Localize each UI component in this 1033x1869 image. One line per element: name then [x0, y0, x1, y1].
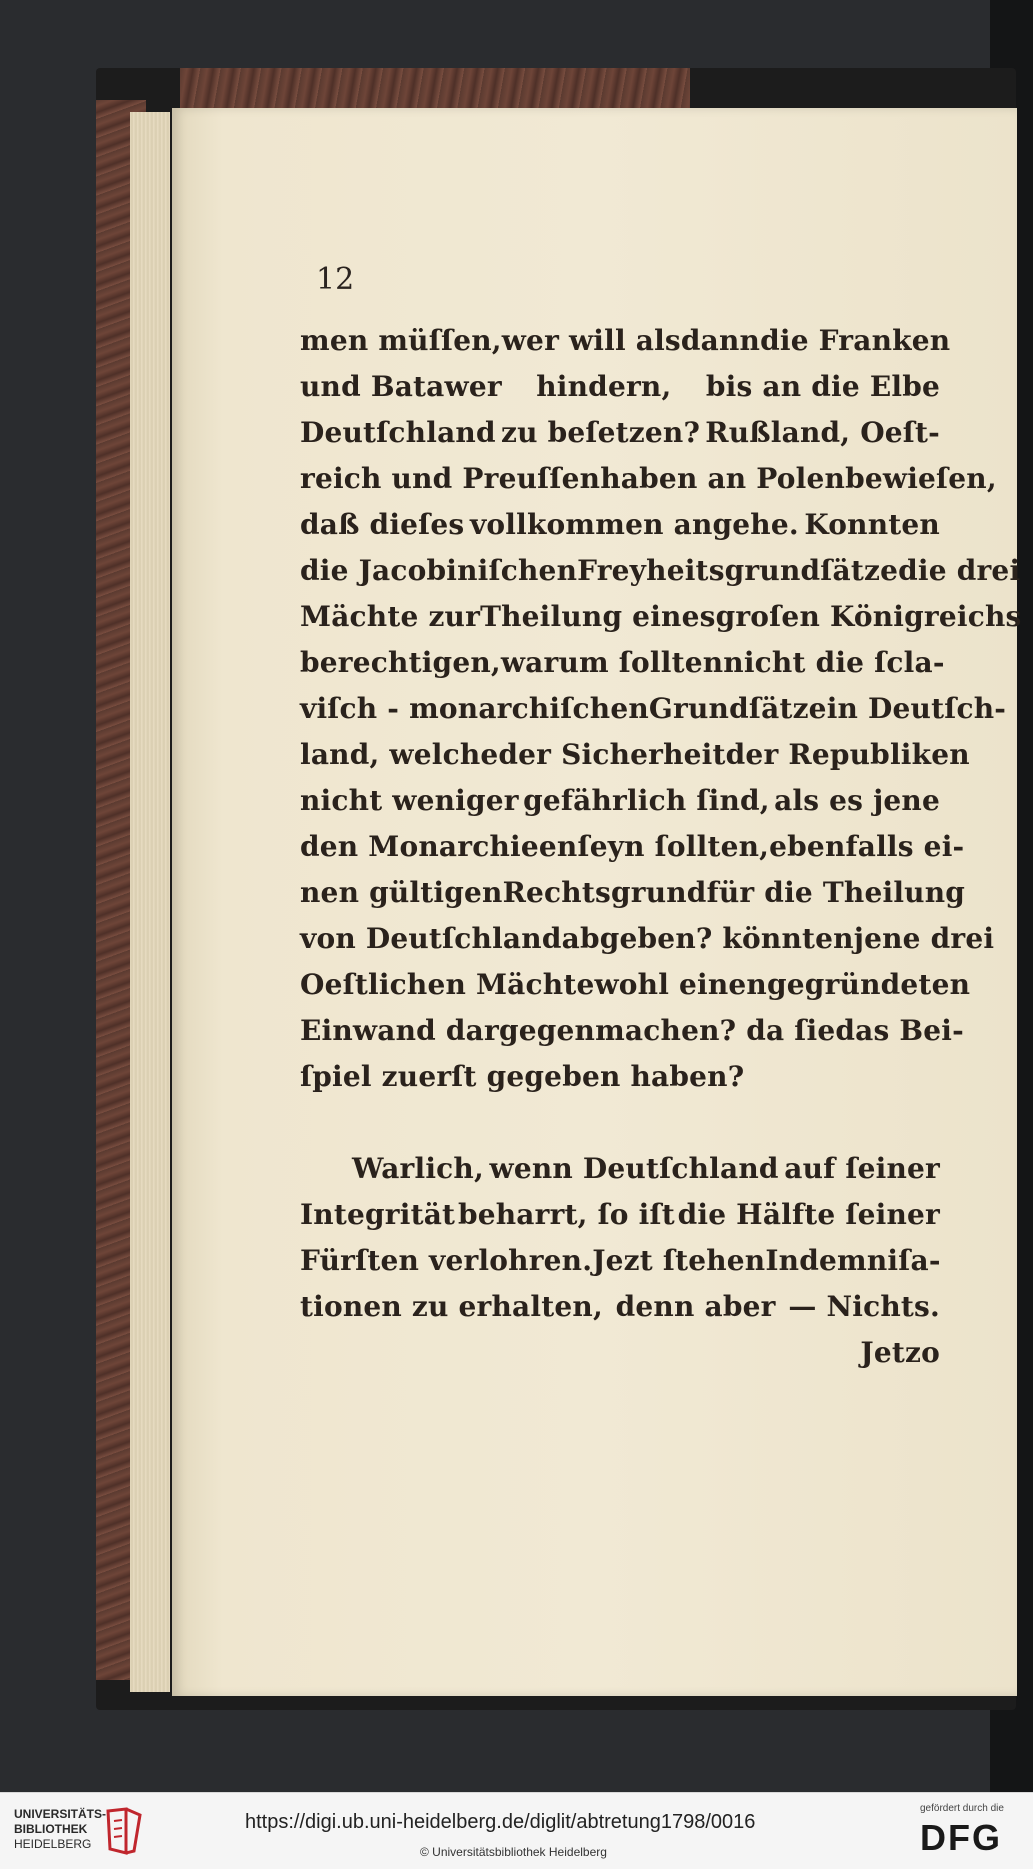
- text-segment: abgeben? könnten: [561, 922, 854, 955]
- text-segment: Deutſchland: [300, 416, 496, 449]
- text-segment: — Nichts.: [788, 1290, 940, 1323]
- page-number: 12: [316, 262, 355, 297]
- text-line: [300, 1146, 940, 1192]
- text-segment: machen? da ſie: [595, 1014, 836, 1047]
- text-segment: Oeſtlichen Mächte: [300, 968, 595, 1001]
- text-segment: nen gültigen: [300, 876, 503, 909]
- text-line: [300, 824, 965, 870]
- text-segment: das Bei-: [835, 1014, 964, 1047]
- text-line: [300, 640, 945, 686]
- text-line: [300, 962, 971, 1008]
- text-segment: als es jene: [774, 784, 940, 817]
- text-line: [300, 594, 1022, 640]
- text-segment: bewieſen,: [845, 462, 997, 495]
- marbled-paper-top: [180, 68, 690, 112]
- text-segment: nicht die ſcla-: [723, 646, 945, 679]
- text-segment: Jezt ſtehen: [592, 1244, 766, 1277]
- text-segment: bis an die Elbe: [705, 370, 940, 403]
- text-segment: Integrität: [300, 1198, 456, 1231]
- text-segment: men müſſen,: [300, 324, 502, 357]
- text-line: [300, 502, 940, 548]
- text-segment: Rußland, Oeſt-: [705, 416, 940, 449]
- text-segment: der Republiken: [725, 738, 970, 771]
- library-name-line3: HEIDELBERG: [14, 1837, 92, 1851]
- text-segment: denn aber: [615, 1290, 776, 1323]
- text-line: [300, 686, 1007, 732]
- text-segment: und Batawer: [300, 370, 502, 403]
- text-segment: Mächte zur: [300, 600, 481, 633]
- page-text: [300, 318, 1022, 1376]
- text-segment: viſch - monarchiſchen: [300, 692, 649, 725]
- text-segment: ſpiel zuerſt gegeben haben?: [300, 1060, 745, 1093]
- text-segment: die Hälfte ſeiner: [677, 1198, 940, 1231]
- text-segment: reich und Preuſſen: [300, 462, 601, 495]
- text-segment: jene drei: [853, 922, 995, 955]
- text-segment: groſen Königreichs: [715, 600, 1022, 633]
- text-segment: die Jacobiniſchen: [300, 554, 578, 587]
- text-line: [300, 1284, 940, 1330]
- text-segment: Fürſten verlohren.: [300, 1244, 593, 1277]
- text-segment: Theilung eines: [480, 600, 716, 633]
- page-edges: [130, 112, 170, 1692]
- text-segment: wenn Deutſchland: [489, 1152, 779, 1185]
- text-line: [300, 870, 966, 916]
- text-segment: wohl einen: [594, 968, 767, 1001]
- text-segment: für die Theilung: [706, 876, 966, 909]
- catchword: Jetzo: [860, 1336, 940, 1369]
- text-segment: Freyheitsgrundſätze: [577, 554, 899, 587]
- paragraph-1-last-line: [300, 1054, 940, 1100]
- text-segment: Rechtsgrund: [502, 876, 707, 909]
- text-line: [300, 1008, 964, 1054]
- text-segment: Konnten: [804, 508, 940, 541]
- page-url-link[interactable]: https://digi.ub.uni-heidelberg.de/diglit/abtretung1798/0016: [245, 1811, 756, 1833]
- library-logo-text: [14, 1807, 106, 1852]
- text-segment: vollkommen angehe.: [469, 508, 799, 541]
- dfg-logo: DFG: [920, 1817, 1002, 1858]
- text-segment: den Monarchieen: [300, 830, 578, 863]
- paragraph-2: [300, 1146, 940, 1330]
- text-line: [300, 778, 940, 824]
- text-segment: gefährlich ſind,: [523, 784, 770, 817]
- text-segment: wer will alsdann: [501, 324, 761, 357]
- text-segment: die Franken: [760, 324, 951, 357]
- text-line: [300, 318, 951, 364]
- library-seal-icon: [104, 1805, 144, 1857]
- text-segment: ebenfalls ei-: [769, 830, 965, 863]
- text-line: [300, 1192, 940, 1238]
- text-segment: zu beſetzen?: [500, 416, 701, 449]
- text-line: [300, 732, 970, 778]
- text-line: [300, 916, 995, 962]
- viewer-footer: [0, 1792, 1033, 1869]
- library-name-line1: UNIVERSITÄTS-: [14, 1807, 107, 1821]
- text-segment: Einwand dargegen: [300, 1014, 596, 1047]
- funding-caption: gefördert durch die: [920, 1803, 1004, 1814]
- text-segment: daß dieſes: [300, 508, 465, 541]
- text-segment: tionen zu erhalten,: [300, 1290, 603, 1323]
- text-segment: nicht weniger: [300, 784, 519, 817]
- paragraph-1: [300, 318, 1022, 1054]
- text-segment: die drei: [898, 554, 1021, 587]
- text-segment: auf ſeiner: [784, 1152, 940, 1185]
- text-segment: Grundſätze: [648, 692, 827, 725]
- text-line: [300, 548, 1021, 594]
- text-segment: land, welche: [300, 738, 499, 771]
- text-segment: von Deutſchland: [300, 922, 562, 955]
- text-segment: beharrt, ſo iſt: [457, 1198, 675, 1231]
- text-line: [300, 410, 940, 456]
- paragraph-gap: [300, 1100, 940, 1146]
- text-line: [300, 364, 940, 410]
- text-segment: berechtigen,: [300, 646, 501, 679]
- text-segment: der Sicherheit: [498, 738, 726, 771]
- copyright-notice: © Universitätsbibliothek Heidelberg: [420, 1845, 607, 1859]
- text-line: [300, 456, 997, 502]
- text-segment: in Deutſch-: [826, 692, 1007, 725]
- library-name-line2: BIBLIOTHEK: [14, 1822, 88, 1836]
- text-segment: haben an Polen: [600, 462, 846, 495]
- text-segment: warum ſollten: [500, 646, 724, 679]
- text-segment: Warlich,: [352, 1152, 484, 1185]
- text-segment: gegründeten: [767, 968, 971, 1001]
- text-segment: hindern,: [536, 370, 672, 403]
- text-segment: ſeyn ſollten,: [577, 830, 770, 863]
- text-segment: Indemniſa-: [765, 1244, 941, 1277]
- text-line: [300, 1238, 940, 1284]
